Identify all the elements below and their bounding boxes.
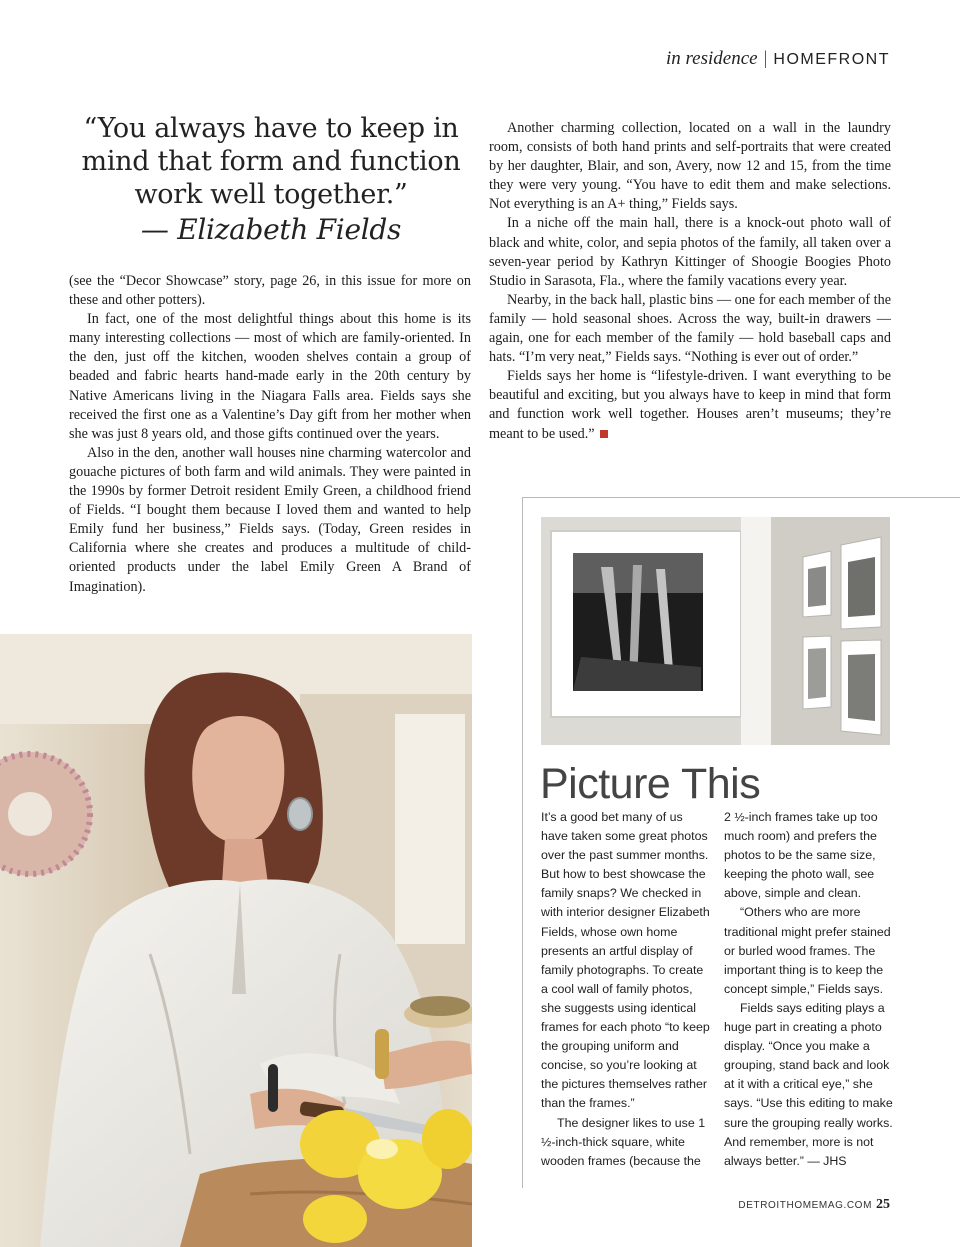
body-paragraph: Another charming collection, located on a wall in the laundry room, consists of both hand prints and self-portraits that were created by her daughter, Blair, and son, Avery, now 12 and 15, from the time they were very young. “You have to edit them and make selections. Not everything is an A+ thing,” Fields says.	[489, 120, 891, 213]
body-paragraph: In a niche off the main hall, there is a knock-out photo wall of black and white, color, and sepia photos of the family, all taken over a seven-year period by Kathryn Kittinger of Shoogie Boogies Photo Studio in Sarasota, Fla., where the family vacations every year.	[489, 215, 891, 289]
pull-quote	[70, 112, 472, 246]
sidebar-paragraph: It’s a good bet many of us have taken some great photos over the past summer months. But how to best showcase the family snaps? We checked in with interior designer Elizabeth Fields, whose own home presents an artful display of family photographs. To create a cool wall of family photos, she suggests using identical frames for each photo “to keep the grouping uniform and concise, so you’re looking at the pictures themselves rather than the frames.”	[541, 810, 710, 1111]
photo-woman-cutting-lemons	[0, 634, 472, 1247]
photo-frame-wall	[541, 517, 890, 745]
body-paragraph: Also in the den, another wall houses nine charming watercolor and gouache pictures of both farm and wild animals. They were painted in the 1990s by former Detroit resident Emily Green, a childhood friend of Fields. “I bought them because I loved them and wanted to help Emily fund her business,” Fields says. (Today, Green resides in California where she creates and produces a multitude of child-oriented products under the label Emily Green A Brand of Imagination).	[69, 444, 471, 595]
body-paragraph: (see the “Decor Showcase” story, page 26, in this issue for more on these and other potters).	[69, 273, 471, 309]
body-column-right	[489, 119, 891, 444]
sidebar-title: Picture This	[540, 760, 761, 808]
page-footer	[738, 1195, 890, 1213]
sidebar-paragraph: 2 ½-inch frames take up too much room) and prefers the photos to be the same size, keeping the photo wall, see above, simple and clean.	[724, 810, 878, 901]
body-paragraph: In fact, one of the most delightful things about this home is its many interesting collections — most of which are family-oriented. In the den, just off the kitchen, wooden shelves contain a group of beaded and fabric hearts hand-made early in the 20th century by Native Americans living in the Niagara Falls area. Fields says she received the first one as a Valentine’s Day gift from her mother when she was just 8 years old, and those gifts continued over the years.	[69, 311, 471, 442]
body-paragraph-last	[489, 367, 891, 443]
body-column-left	[69, 272, 471, 597]
page-number: 25	[876, 1197, 890, 1212]
running-head	[666, 48, 890, 70]
pull-quote-attribution: — Elizabeth Fields	[140, 213, 402, 246]
footer-site: DETROITHOMEMAG.COM	[738, 1200, 872, 1211]
sidebar-paragraph: “Others who are more traditional might prefer stained or burled wood frames. The important thing is to keep the concept simple,” Fields says.	[724, 905, 891, 996]
sidebar-column-left	[541, 808, 711, 1171]
body-paragraph: Nearby, in the back hall, plastic bins — one for each member of the family — hold seasonal shoes. Across the way, built-in drawers — again, one for each member of the family — hold baseball caps and hats. “I’m very neat,” Fields says. “Nothing is ever out of order.”	[489, 291, 891, 366]
end-mark	[600, 430, 608, 438]
section-label-italic: in residence	[665, 48, 758, 69]
pull-quote-text: “You always have to keep in mind that form and function work well together.”	[81, 113, 461, 210]
body-paragraph-text: Fields says her home is “lifestyle-driven. I want everything to be beautiful and exciting, but you always have to keep in mind that form and function work well together. Houses aren’t museums; they’re meant to be used.”	[489, 368, 891, 442]
sidebar-paragraph: The designer likes to use 1 ½-inch-thick square, white wooden frames (because the	[541, 1115, 706, 1168]
header-separator: |	[763, 48, 768, 69]
sidebar-column-right	[724, 808, 894, 1171]
sidebar-paragraph: Fields says editing plays a huge part in creating a photo display. “Once you make a grouping, stand back and look at it with a critical eye,” she says. “Use this editing to make sure the grouping really works. And remember, more is not always better.” — JHS	[724, 1000, 893, 1168]
section-label: HOMEFRONT	[773, 51, 890, 68]
